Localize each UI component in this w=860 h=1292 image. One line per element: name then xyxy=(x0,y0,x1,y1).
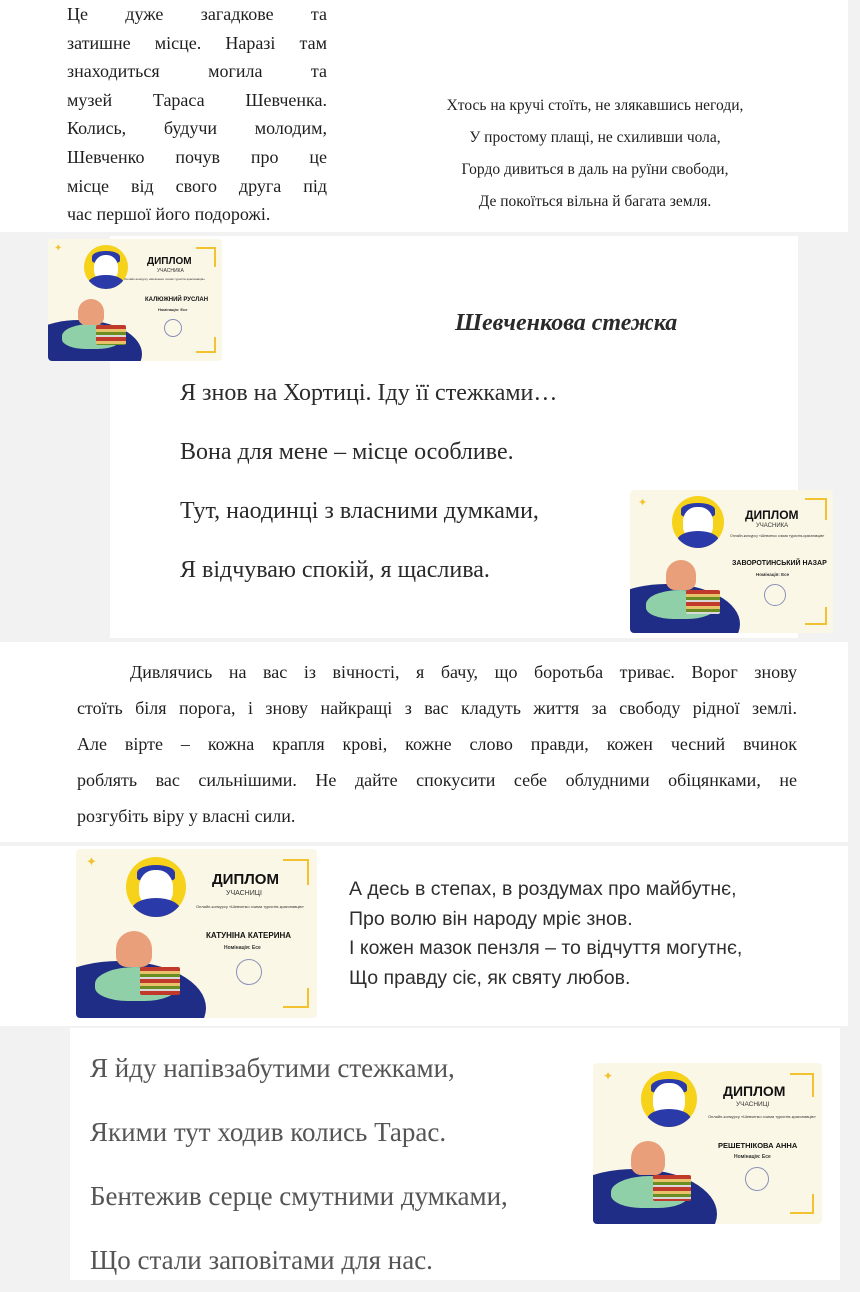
poem-line: Про волю він народу мріє знов. xyxy=(349,907,633,930)
prose-line: музей Тараса Шевченка. xyxy=(67,89,327,110)
poem-paths xyxy=(90,1036,508,1292)
diploma-title: ДИПЛОМ xyxy=(147,256,192,267)
diploma-card xyxy=(630,490,833,633)
prose-line: місце від свого друга під xyxy=(67,175,327,196)
diploma-subtitle: УЧАСНИКА xyxy=(756,523,789,529)
paragraph-line: Дивлячись на вас із вічності, я бачу, що боротьба триває. Ворог знову xyxy=(130,662,797,682)
frame-corner xyxy=(805,607,827,625)
diploma-contest: Онлайн-конкурсу «Шевченко очима туристів-краєзнавців» xyxy=(196,904,304,909)
poem-line: Що правду сіє, як святу любов. xyxy=(349,966,631,989)
diploma-nomination: Номінація: Есе xyxy=(224,945,261,951)
sparkle-icon: ✦ xyxy=(86,855,97,870)
prose-line: затишне місце. Наразі там xyxy=(67,32,327,53)
diploma-contest: Онлайн-конкурсу «Шевченко очима туристів-краєзнавців» xyxy=(730,534,825,538)
diploma-card xyxy=(593,1063,822,1224)
paragraph-line: розгубіть віру у власні сили. xyxy=(77,806,296,826)
diploma-recipient: КАЛЮЖНИЙ РУСЛАН xyxy=(145,297,209,303)
diploma-title: ДИПЛОМ xyxy=(723,1083,786,1099)
reading-girl-icon xyxy=(666,560,696,590)
poem-line: Якими тут ходив колись Тарас. xyxy=(90,1117,447,1147)
poem-line: Я йду напівзабутими стежками, xyxy=(90,1053,455,1083)
intro-verse xyxy=(400,90,790,218)
prose-line: Колись, будучи молодим, xyxy=(67,118,327,139)
shevchenko-portrait-icon xyxy=(84,245,128,289)
seal-icon xyxy=(745,1167,769,1191)
verse-line: Де покоїться вільна й багата земля. xyxy=(478,193,712,210)
sparkle-icon: ✦ xyxy=(54,243,63,254)
books-icon xyxy=(686,590,720,614)
diploma-subtitle: УЧАСНИЦІ xyxy=(736,1101,770,1108)
poem-line: Я знов на Хортиці. Іду її стежками… xyxy=(180,380,558,406)
diploma-subtitle: УЧАСНИЦІ xyxy=(226,890,262,897)
verse-line: Гордо дивиться в даль на руїни свободи, xyxy=(461,161,729,178)
poem-line: Тут, наодинці з власними думками, xyxy=(180,498,539,524)
poem-line: Вона для мене – місце особливе. xyxy=(180,439,514,465)
frame-corner xyxy=(196,247,216,267)
poem-hortytsia xyxy=(180,364,557,600)
shevchenko-portrait-icon xyxy=(126,857,186,917)
frame-corner xyxy=(790,1194,814,1214)
diploma-card xyxy=(76,849,317,1018)
frame-corner xyxy=(283,859,309,885)
seal-icon xyxy=(164,319,182,337)
seal-icon xyxy=(764,584,786,606)
diploma-contest: Онлайн-конкурсу «Шевченко очима туристів-краєзнавців» xyxy=(124,277,205,281)
diploma-recipient: ЗАВОРОТИНСЬКИЙ НАЗАР xyxy=(732,560,827,567)
intro-prose xyxy=(67,0,327,229)
prose-line: Шевченко почув про це xyxy=(67,146,327,167)
shevchenko-portrait-icon xyxy=(672,496,724,548)
diploma-nomination: Номінація: Есе xyxy=(734,1154,771,1160)
reading-girl-icon xyxy=(116,931,152,967)
diploma-recipient: РЕШЕТНІКОВА АННА xyxy=(718,1141,798,1150)
diploma-title: ДИПЛОМ xyxy=(212,871,279,888)
diploma-subtitle: УЧАСНИКА xyxy=(157,268,184,274)
sparkle-icon: ✦ xyxy=(638,496,648,509)
reading-girl-icon xyxy=(631,1141,665,1175)
poem-line: Що стали заповітами для нас. xyxy=(90,1245,433,1275)
diploma-contest: Онлайн-конкурсу «Шевченко очима туристів-краєзнавців» xyxy=(708,1114,816,1119)
seal-icon xyxy=(236,959,262,985)
verse-line: У простому плащі, не схиливши чола, xyxy=(469,129,721,146)
books-icon xyxy=(653,1175,691,1201)
diploma-title: ДИПЛОМ xyxy=(745,508,799,522)
diploma-card xyxy=(48,239,222,361)
books-icon xyxy=(96,325,126,345)
address-paragraph xyxy=(77,654,797,834)
diploma-nomination: Номінація: Есе xyxy=(158,307,188,312)
poem-line: А десь в степах, в роздумах про майбутнє, xyxy=(349,878,737,900)
poem-steppe xyxy=(349,875,742,993)
prose-line: знаходиться могила та xyxy=(67,61,327,82)
diploma-recipient: КАТУНІНА КАТЕРИНА xyxy=(206,931,292,940)
sparkle-icon: ✦ xyxy=(603,1069,614,1083)
frame-corner xyxy=(805,498,827,520)
shevchenko-portrait-icon xyxy=(641,1071,697,1127)
paragraph-line: роблять вас сильнішими. Не дайте спокусити себе облудними обіцянками, не xyxy=(77,770,797,790)
poem-line: Бентежив серце смутними думками, xyxy=(90,1181,508,1211)
paragraph-line: стоїть біля порога, і знову найкращі з вас кладуть життя за свободу рідної землі. xyxy=(77,698,797,718)
diploma-nomination: Номінація: Есе xyxy=(756,572,790,577)
frame-corner xyxy=(283,988,309,1008)
poem-line: Я відчуваю спокій, я щаслива. xyxy=(180,557,490,583)
frame-corner xyxy=(196,337,216,353)
prose-line: Це дуже загадкове та xyxy=(67,4,327,24)
frame-corner xyxy=(790,1073,814,1097)
reading-girl-icon xyxy=(78,299,104,325)
prose-line: час першої його подорожі. xyxy=(67,204,271,225)
poem-title: Шевченкова стежка xyxy=(455,310,678,336)
books-icon xyxy=(140,967,180,995)
paragraph-line: Але вірте – кожна крапля крові, кожне слово правди, кожен чесний вчинок xyxy=(77,734,797,754)
poem-line: І кожен мазок пензля – то відчуття могутнє, xyxy=(349,937,743,959)
verse-line: Хтось на кручі стоїть, не злякавшись негоди, xyxy=(446,97,744,114)
